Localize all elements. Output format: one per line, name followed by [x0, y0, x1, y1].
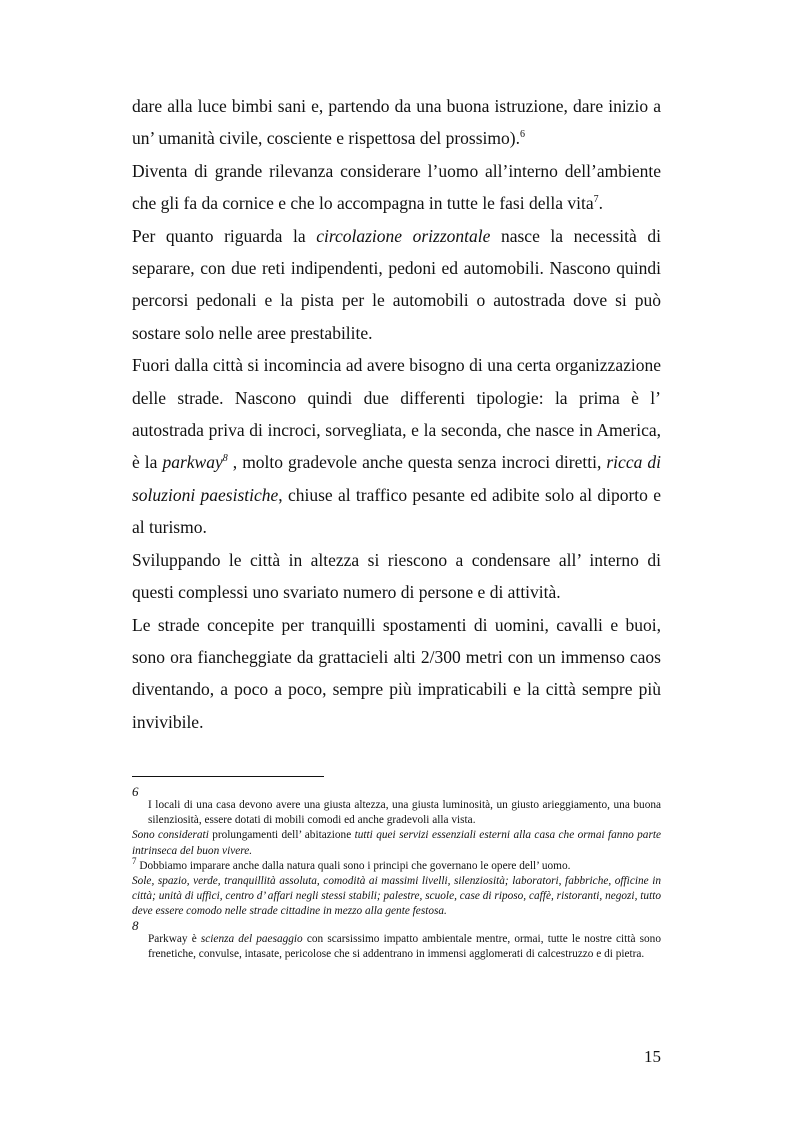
emphasis-text: Sole, spazio, verde, tranquillità assoluta, comodità ai massimi livelli, silenziosità; laboratori, fabbriche, officine in città; unità di uffici, centro d’ affari negli stessi stabili; palestre, scuole, case di riposo, caffè, ristoranti, negozi, tutto deve essere comodo nelle strade cittadine in mezzo alla gente festosa. [132, 875, 661, 918]
emphasis-text: scienza del paesaggio [200, 932, 303, 945]
paragraph-text: , chiuse al traffico pesante ed adibite solo al diporto e al turismo. [132, 484, 661, 538]
footnote-body: Dobbiamo imparare anche dalla natura quali sono i principi che governano le opere dell’ uomo. [136, 859, 571, 872]
footnote-body: I locali di una casa devono avere una giusta altezza, una giusta luminosità, un giusto arieggiamento, una buona silenziosità, essere dotati di mobili comodi ed anche gradevoli alla vista. [148, 799, 661, 827]
paragraph-text: . [598, 193, 603, 214]
footnote-body: prolungamenti dell’ abitazione [208, 829, 355, 842]
emphasis-text: circolazione orizzontale [316, 225, 491, 246]
paragraph-6 [132, 609, 661, 739]
emphasis-text: tutti quei servizi essenziali esterni alla casa che ormai fanno parte intrinseca del buon vivere. [132, 829, 661, 857]
paragraph-text: , molto gradevole anche questa senza incroci diretti, [227, 452, 607, 473]
footnote-separator [132, 776, 324, 777]
footnote-6 [132, 786, 661, 859]
footnote-text [132, 798, 661, 828]
footnote-number: 7 [132, 856, 137, 867]
paragraph-text: dare alla luce bimbi sani e, partendo da una buona istruzione, dare inizio a un’ umanità civile, cosciente e rispettosa del prossimo). [132, 96, 661, 149]
paragraph-3 [132, 220, 661, 350]
body-text [132, 90, 661, 738]
emphasis-text: ricca di soluzioni paesistiche [132, 452, 661, 505]
paragraph-4 [132, 349, 661, 543]
footnote-text [132, 874, 661, 920]
footnote-number: 8 [132, 917, 139, 933]
paragraph-text: Le strade concepite per tranquilli spostamenti di uomini, cavalli e buoi, sono ora fiancheggiate da grattacieli alti 2/300 metri con un immenso caos diventando, a poco a poco, sempre più impraticabili e la città sempre più invivibile. [132, 614, 661, 732]
paragraph-text: Per quanto riguarda la [132, 225, 317, 246]
paragraph-1 [132, 90, 661, 155]
paragraph-text: nasce la necessità di separare, con due reti indipendenti, pedoni ed automobili. Nascono quindi percorsi pedonali e la pista per le automobili o autostrada dove si può sostare solo nelle aree prestabilite. [132, 225, 661, 343]
paragraph-text: Fuori dalla città si incomincia ad avere bisogno di una certa organizzazione delle strade. Nascono quindi due differenti tipologie: la prima è l’ autostrada priva di incroci, sorvegliata, e la seconda, che nasce in America, è la [132, 355, 661, 473]
footnote-text [132, 828, 661, 858]
footnotes [132, 786, 661, 962]
emphasis-text: Sono considerati [132, 829, 209, 842]
paragraph-text: Sviluppando le città in altezza si riescono a condensare all’ interno di questi complessi uno svariato numero di persone e di attività. [132, 549, 661, 603]
footnote-body: Parkway è [148, 932, 201, 945]
footnote-text [132, 856, 661, 874]
footnote-ref-7: 7 [593, 194, 599, 206]
paragraph-5 [132, 544, 661, 609]
footnote-text [132, 932, 661, 962]
emphasis-text: parkway [162, 452, 223, 473]
page-number: 15 [644, 1047, 661, 1066]
paragraph-text: Diventa di grande rilevanza considerare l’uomo all’interno dell’ambiente che gli fa da cornice e che lo accompagna in tutte le fasi della vita [132, 160, 661, 214]
footnote-ref-6: 6 [519, 129, 525, 141]
footnote-8 [132, 917, 661, 962]
footnote-7 [132, 856, 661, 920]
footnote-number: 6 [132, 784, 139, 799]
paragraph-2 [132, 155, 661, 220]
footnote-ref-number: 8 [222, 453, 228, 465]
footnote-body: con scarsissimo impatto ambientale mentre, ormai, tutte le nostre città sono frenetiche, convulse, intasate, pericolose che si addentrano in immensi agglomerati di calcestruzzo e di pietra. [148, 932, 661, 960]
